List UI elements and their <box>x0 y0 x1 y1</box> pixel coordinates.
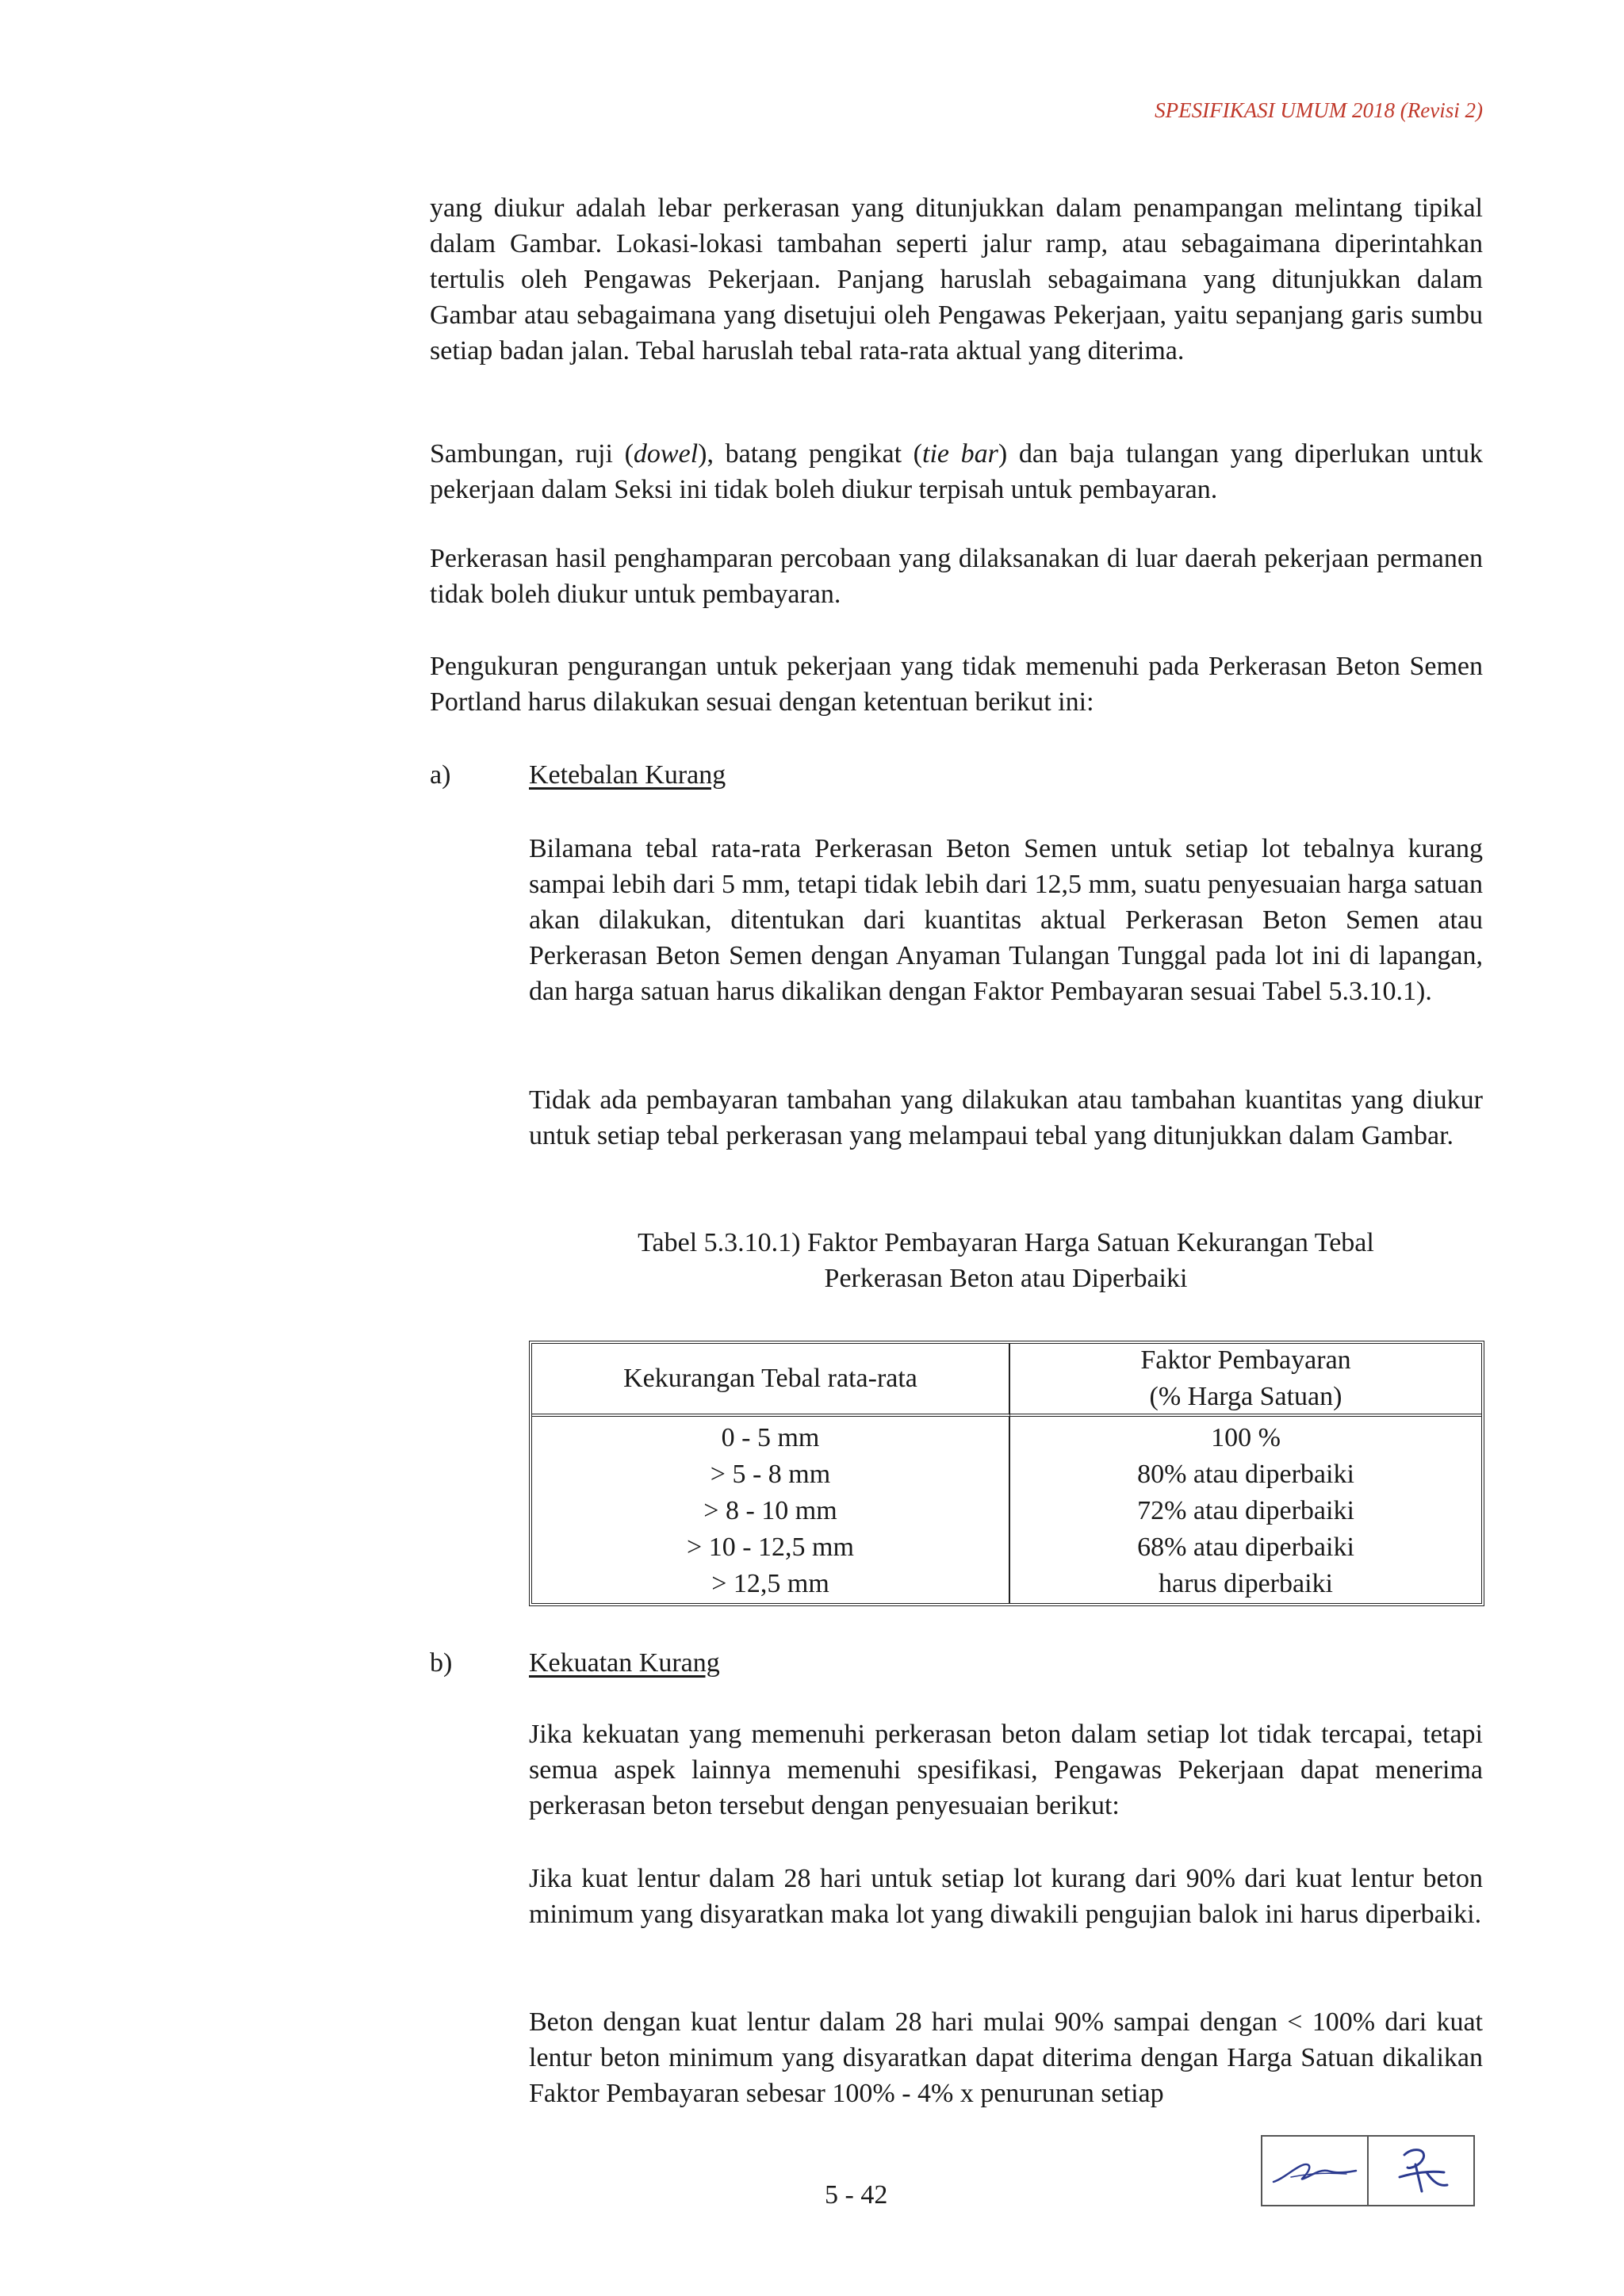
table-caption-line-2: Perkerasan Beton atau Diperbaiki <box>824 1264 1188 1293</box>
table-cell-factor: harus diperbaiki <box>1159 1569 1333 1598</box>
section-a-paragraph-1: Bilamana tebal rata-rata Perkerasan Beton Semen untuk setiap lot tebalnya kurang sampai lebih dari 5 mm, tetapi tidak lebih dari 12,5 mm, suatu penyesuaian harga satuan akan dilakukan, ditentukan dari kuantitas aktual Perkerasan Beton Semen atau Perkerasan Beton Semen dengan Anyaman Tulangan Tunggal pada lot ini di lapangan, dan harga satuan harus dikalikan dengan Faktor Pembayaran sesuai Tabel 5.3.10.1). <box>529 834 1483 1006</box>
table-caption-line-1: Tabel 5.3.10.1) Faktor Pembayaran Harga Satuan Kekurangan Tebal <box>638 1228 1374 1257</box>
paragraph-trial-pavement: Perkerasan hasil penghamparan percobaan yang dilaksanakan di luar daerah pekerjaan permanen tidak boleh diukur untuk pembayaran. <box>430 544 1483 609</box>
section-a-heading: Ketebalan Kurang <box>529 760 726 790</box>
approval-initials-box <box>1261 2135 1475 2206</box>
payment-factor-table <box>529 1341 1484 1606</box>
section-b-paragraph-2: Jika kuat lentur dalam 28 hari untuk setiap lot kurang dari 90% dari kuat lentur beton minimum yang disyaratkan maka lot yang diwakili pengujian balok ini harus diperbaiki. <box>529 1864 1483 1929</box>
section-a-marker: a) <box>430 760 451 790</box>
table-header-factor-line-1: Faktor Pembayaran <box>1140 1345 1351 1375</box>
table-cell-factor: 68% atau diperbaiki <box>1137 1533 1354 1562</box>
table-column-factor <box>1010 1417 1481 1603</box>
section-b-paragraph-3: Beton dengan kuat lentur dalam 28 hari mulai 90% sampai dengan < 100% dari kuat lentur beton minimum yang disyaratkan dapat diterima dengan Harga Satuan dikalikan Faktor Pembayaran sebesar 100% - 4% x penurunan setiap <box>529 2007 1483 2108</box>
table-header-deficiency <box>532 1344 1010 1417</box>
table-cell-factor: 72% atau diperbaiki <box>1137 1496 1354 1525</box>
table-header-factor-line-2: (% Harga Satuan) <box>1149 1382 1342 1411</box>
table-header-factor <box>1010 1344 1481 1417</box>
section-b-heading: Kekuatan Kurang <box>529 1648 720 1678</box>
signature-initial-2 <box>1377 2141 1465 2201</box>
section-a-paragraph-2: Tidak ada pembayaran tambahan yang dilakukan atau tambahan kuantitas yang diukur untuk setiap tebal perkerasan yang melampaui tebal yang ditunjukkan dalam Gambar. <box>529 1085 1483 1150</box>
table-cell-deficiency: > 10 - 12,5 mm <box>687 1533 854 1562</box>
paragraph-joints-dowels <box>430 436 1483 507</box>
paragraph-reduction-measurement: Pengukuran pengurangan untuk pekerjaan yang tidak memenuhi pada Perkerasan Beton Semen Portland harus dilakukan sesuai dengan ketentuan berikut ini: <box>430 652 1483 717</box>
table-cell-factor: 80% atau diperbaiki <box>1137 1460 1354 1489</box>
initial-slot-2 <box>1367 2137 1473 2205</box>
table-cell-deficiency: > 12,5 mm <box>711 1569 829 1598</box>
section-b-paragraph-1: Jika kekuatan yang memenuhi perkerasan beton dalam setiap lot tidak tercapai, tetapi semua aspek lainnya memenuhi spesifikasi, Pengawas Pekerjaan dapat menerima perkerasan beton tersebut dengan penyesuaian berikut: <box>529 1720 1483 1820</box>
table-cell-deficiency: > 8 - 10 mm <box>703 1496 837 1525</box>
table-caption <box>529 1225 1483 1296</box>
initial-slot-1 <box>1262 2137 1367 2205</box>
paragraph-joints-text-1: Sambungan, ruji ( <box>430 439 634 469</box>
term-tie-bar: tie bar <box>922 439 998 469</box>
paragraph-joints-text-2: ), batang pengikat ( <box>698 439 923 469</box>
table-cell-deficiency: 0 - 5 mm <box>721 1423 820 1452</box>
table-cell-deficiency: > 5 - 8 mm <box>710 1460 831 1489</box>
signature-initial-1 <box>1267 2147 1362 2195</box>
page-number: 5 - 42 <box>825 2180 888 2210</box>
paragraph-joints-text-3: ) dan baja tulangan yang diperlukan untuk pekerjaan dalam Seksi ini tidak boleh diukur terpisah untuk pembayaran. <box>430 439 1483 504</box>
table-column-deficiency <box>532 1417 1010 1603</box>
section-b-marker: b) <box>430 1648 453 1678</box>
paragraph-measurement-width: yang diukur adalah lebar perkerasan yang ditunjukkan dalam penampangan melintang tipikal dalam Gambar. Lokasi-lokasi tambahan seperti jalur ramp, atau sebagaimana diperintahkan tertulis oleh Pengawas Pekerjaan. Panjang haruslah sebagaimana yang ditunjukkan dalam Gambar atau sebagaimana yang disetujui oleh Pengawas Pekerjaan, yaitu sepanjang garis sumbu setiap badan jalan. Tebal haruslah tebal rata-rata aktual yang diterima. <box>430 193 1483 365</box>
table-header-deficiency-label: Kekurangan Tebal rata-rata <box>623 1364 917 1393</box>
table-cell-factor: 100 % <box>1211 1423 1281 1452</box>
term-dowel: dowel <box>633 439 699 469</box>
document-header: SPESIFIKASI UMUM 2018 (Revisi 2) <box>1155 98 1483 122</box>
